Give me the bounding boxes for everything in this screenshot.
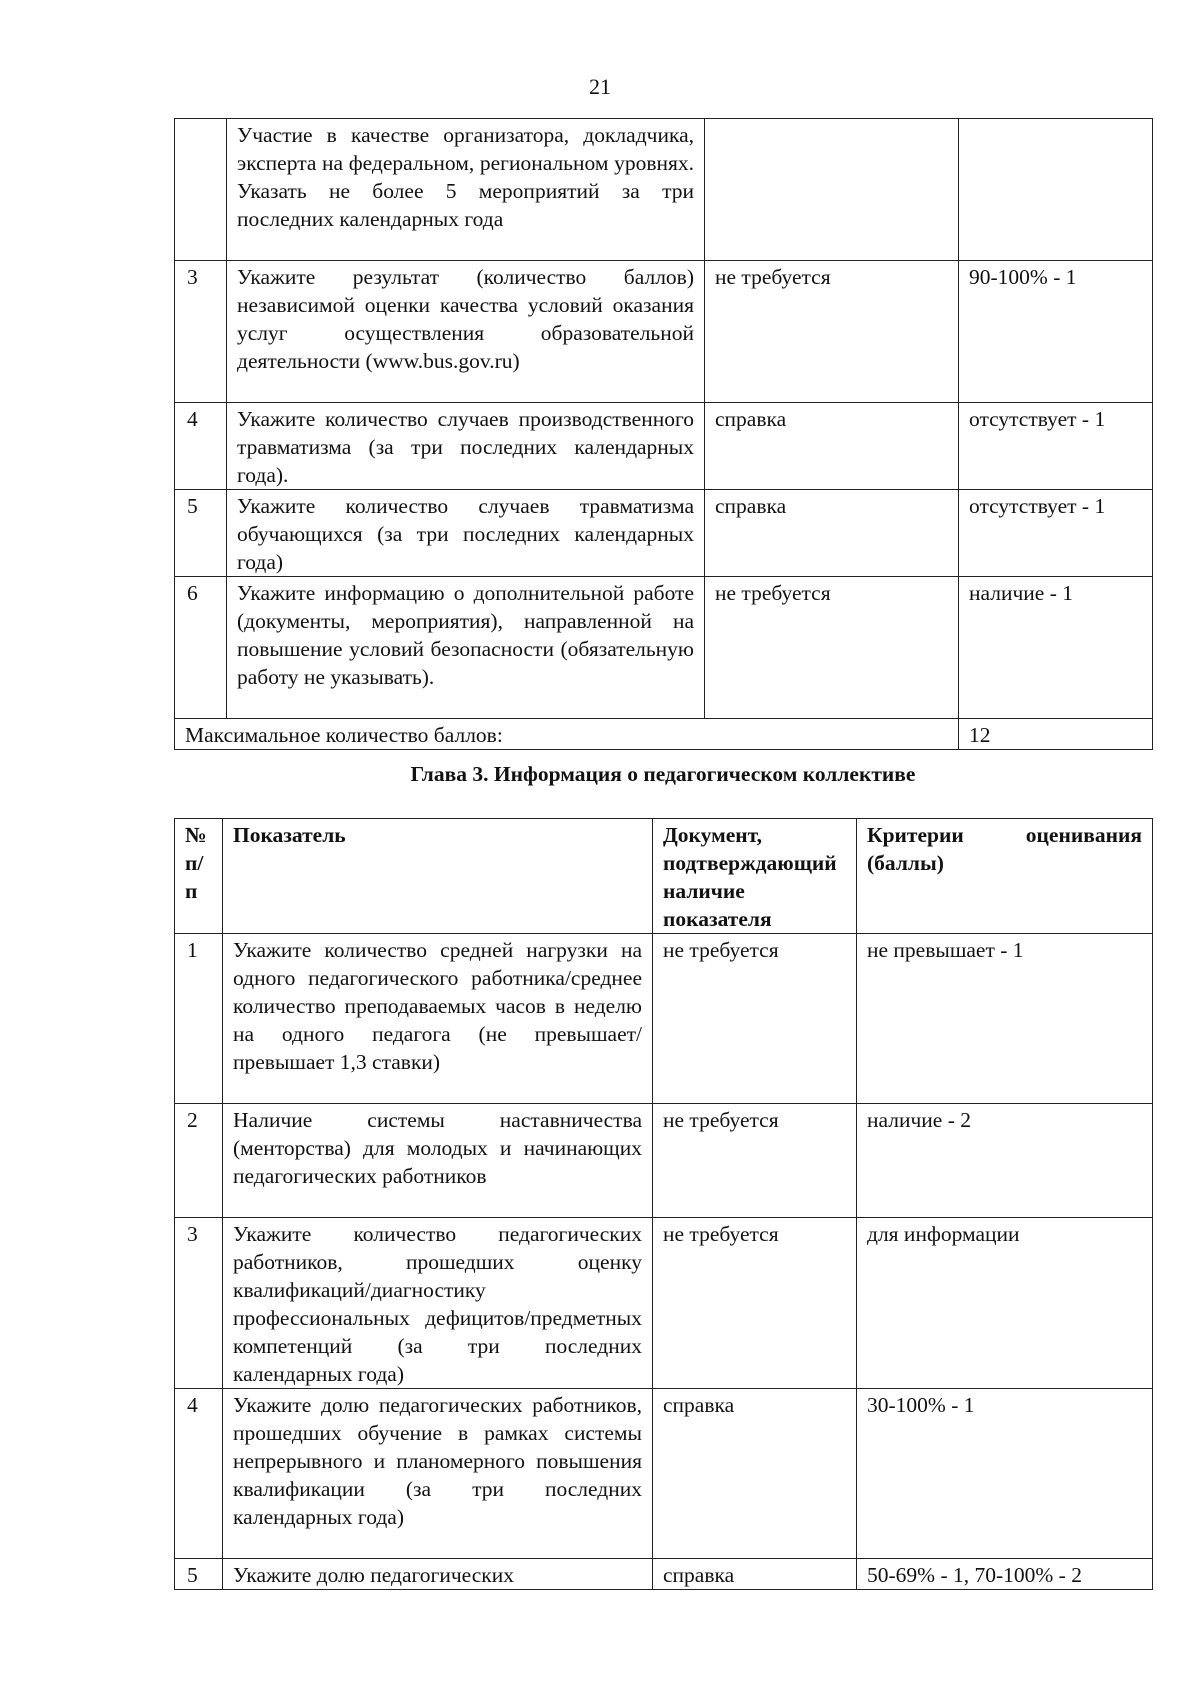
document-cell: справка: [705, 490, 959, 577]
row-number: 3: [175, 1218, 223, 1389]
criteria-cell: 50-69% - 1, 70-100% - 2: [857, 1559, 1153, 1590]
indicator-cell: Укажите долю педагогических: [223, 1559, 653, 1590]
document-cell: справка: [705, 403, 959, 490]
total-label: Максимальное количество баллов:: [175, 719, 959, 750]
document-cell: не требуется: [653, 934, 857, 1104]
row-number: 3: [175, 261, 227, 403]
criteria-cell: наличие - 1: [959, 577, 1153, 719]
row-number: 5: [175, 1559, 223, 1590]
document-cell: не требуется: [705, 577, 959, 719]
table-row: [175, 403, 1153, 490]
table-row: [175, 119, 1153, 261]
indicator-cell: Укажите количество случаев травматизма обучающихся (за три последних календарных года): [227, 490, 705, 577]
indicator-cell: Укажите количество случаев производственного травматизма (за три последних календарных года).: [227, 403, 705, 490]
table-row: [175, 1389, 1153, 1559]
criteria-cell: 30-100% - 1: [857, 1389, 1153, 1559]
table-row: [175, 577, 1153, 719]
header-num: № п/п: [175, 819, 223, 934]
indicator-cell: Укажите информацию о дополнительной работе (документы, мероприятия), направленной на повышение условий безопасности (обязательную работу не указывать).: [227, 577, 705, 719]
chapter-title: Глава 3. Информация о педагогическом коллективе: [410, 762, 916, 786]
criteria-cell: не превышает - 1: [857, 934, 1153, 1104]
criteria-table-continued: [174, 118, 1153, 750]
row-number: 4: [175, 403, 227, 490]
document-cell: справка: [653, 1389, 857, 1559]
table-header-row: [175, 819, 1153, 934]
criteria-cell: отсутствует - 1: [959, 403, 1153, 490]
page-number: 21: [589, 74, 611, 99]
row-number: 6: [175, 577, 227, 719]
document-cell: не требуется: [653, 1218, 857, 1389]
indicator-cell: Укажите долю педагогических работников, прошедших обучение в рамках системы непрерывного и планомерного повышения квалификации (за три последних календарных года): [223, 1389, 653, 1559]
criteria-cell: отсутствует - 1: [959, 490, 1153, 577]
row-number: 5: [175, 490, 227, 577]
indicator-cell: Наличие системы наставничества (менторства) для молодых и начинающих педагогических работников: [223, 1104, 653, 1218]
header-indicator: Показатель: [223, 819, 653, 934]
row-number: 4: [175, 1389, 223, 1559]
document-cell: справка: [653, 1559, 857, 1590]
total-row: [175, 719, 1153, 750]
table-row: [175, 261, 1153, 403]
criteria-cell: 90-100% - 1: [959, 261, 1153, 403]
document-cell: не требуется: [705, 261, 959, 403]
document-cell: не требуется: [653, 1104, 857, 1218]
table-row: [175, 1104, 1153, 1218]
header-criteria: Критерии оценивания (баллы): [857, 819, 1153, 934]
table-row: [175, 1218, 1153, 1389]
criteria-cell: [959, 119, 1153, 261]
indicator-cell: Укажите результат (количество баллов) независимой оценки качества условий оказания услуг осуществления образовательной деятельности (www.bus.gov.ru): [227, 261, 705, 403]
teaching-staff-table: [174, 818, 1153, 1590]
row-number: [175, 119, 227, 261]
indicator-cell: Участие в качестве организатора, докладчика, эксперта на федеральном, региональном уровнях. Указать не более 5 мероприятий за три последних календарных года: [227, 119, 705, 261]
table-row: [175, 934, 1153, 1104]
row-number: 1: [175, 934, 223, 1104]
indicator-cell: Укажите количество педагогических работников, прошедших оценку квалификаций/диагностику профессиональных дефицитов/предметных компетенций (за три последних календарных года): [223, 1218, 653, 1389]
indicator-cell: Укажите количество средней нагрузки на одного педагогического работника/среднее количество преподаваемых часов в неделю на одного педагога (не превышает/превышает 1,3 ставки): [223, 934, 653, 1104]
row-number: 2: [175, 1104, 223, 1218]
criteria-cell: для информации: [857, 1218, 1153, 1389]
total-value: 12: [959, 719, 1153, 750]
criteria-cell: наличие - 2: [857, 1104, 1153, 1218]
document-cell: [705, 119, 959, 261]
table-row: [175, 490, 1153, 577]
table-row: [175, 1559, 1153, 1590]
header-document: Документ, подтверждающий наличие показателя: [653, 819, 857, 934]
